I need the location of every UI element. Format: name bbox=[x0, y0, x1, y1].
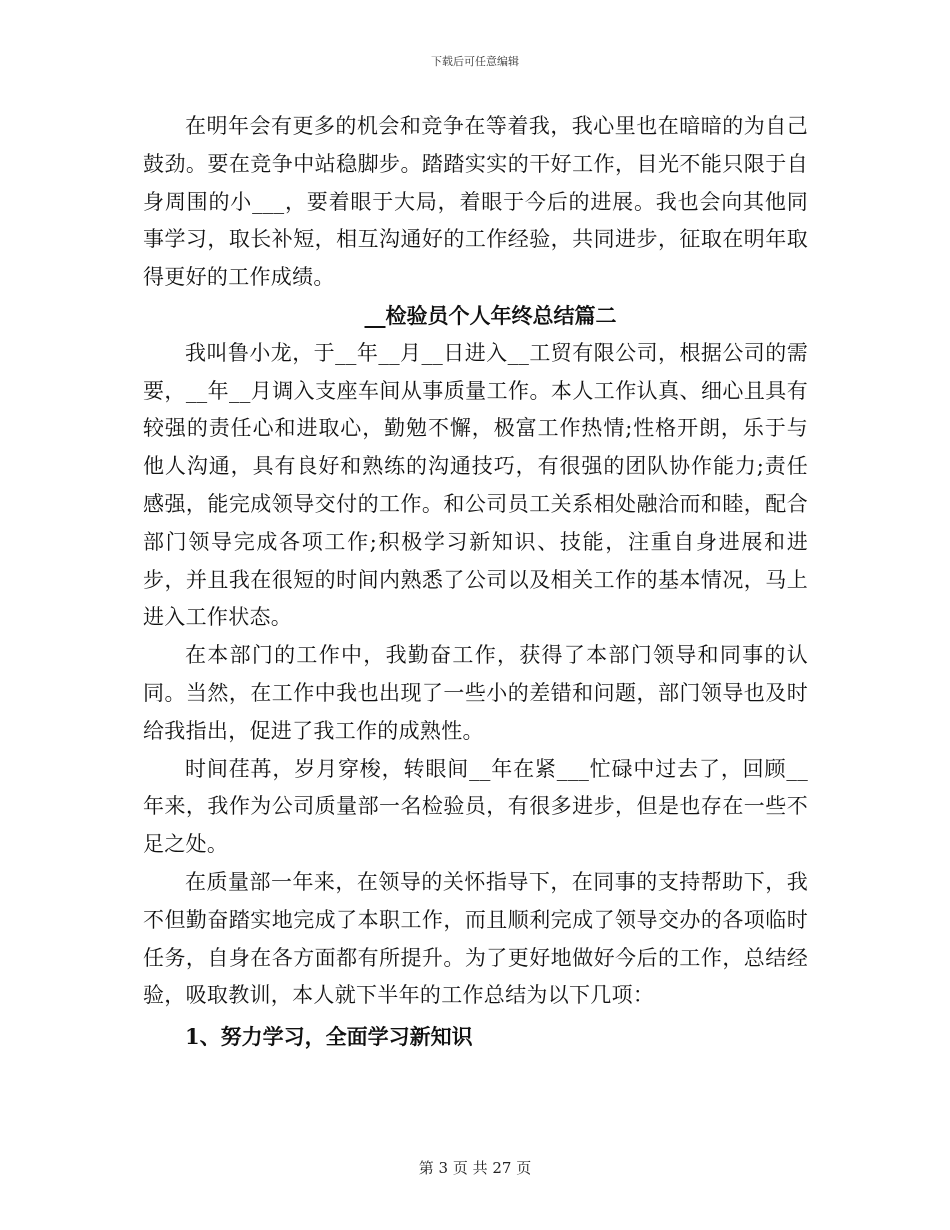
paragraph-2: 我叫鲁小龙，于__年__月__日进入__工贸有限公司，根据公司的需要，__年__月调入支座车间从事质量工作。本人工作认真、细心且具有较强的责任心和进取心，勤勉不懈，极富工作热情;性格开朗，乐于与他人沟通，具有良好和熟练的沟通技巧，有很强的团队协作能力;责任感强，能完成领导交付的工作。和公司员工关系相处融洽而和睦，配合部门领导完成各项工作;积极学习新知识、技能，注重自身进展和进步，并且我在很短的时间内熟悉了公司以及相关工作的基本情况，马上进入工作状态。 bbox=[143, 340, 808, 630]
document-body bbox=[143, 108, 808, 1059]
paragraph-5: 在质量部一年来，在领导的关怀指导下，在同事的支持帮助下，我不但勤奋踏实地完成了本职工作，而且顺利完成了领导交办的各项临时任务，自身在各方面都有所提升。为了更好地做好今后的工作，总结经验，吸取教训，本人就下半年的工作总结为以下几项： bbox=[143, 869, 808, 1008]
paragraph-4: 时间荏苒，岁月穿梭，转眼间__年在紧___忙碌中过去了，回顾__年来，我作为公司质量部一名检验员，有很多进步，但是也存在一些不足之处。 bbox=[143, 756, 808, 857]
section-title: __检验员个人年终总结篇二 bbox=[364, 302, 617, 328]
page-footer: 第 3 页 共 27 页 bbox=[418, 1159, 532, 1177]
paragraph-3: 在本部门的工作中，我勤奋工作，获得了本部门领导和同事的认同。当然，在工作中我也出现了一些小的差错和问题，部门领导也及时给我指出，促进了我工作的成熟性。 bbox=[143, 643, 808, 743]
subheading-1: 1、努力学习，全面学习新知识 bbox=[185, 1024, 473, 1050]
paragraph-1: 在明年会有更多的机会和竞争在等着我，我心里也在暗暗的为自己鼓劲。要在竞争中站稳脚步。踏踏实实的干好工作，目光不能只限于自身周围的小___，要着眼于大局，着眼于今后的进展。我也会向其他同事学习，取长补短，相互沟通好的工作经验，共同进步，征取在明年取得更好的工作成绩。 bbox=[143, 114, 808, 290]
page-header: 下载后可任意编辑 bbox=[431, 55, 519, 68]
